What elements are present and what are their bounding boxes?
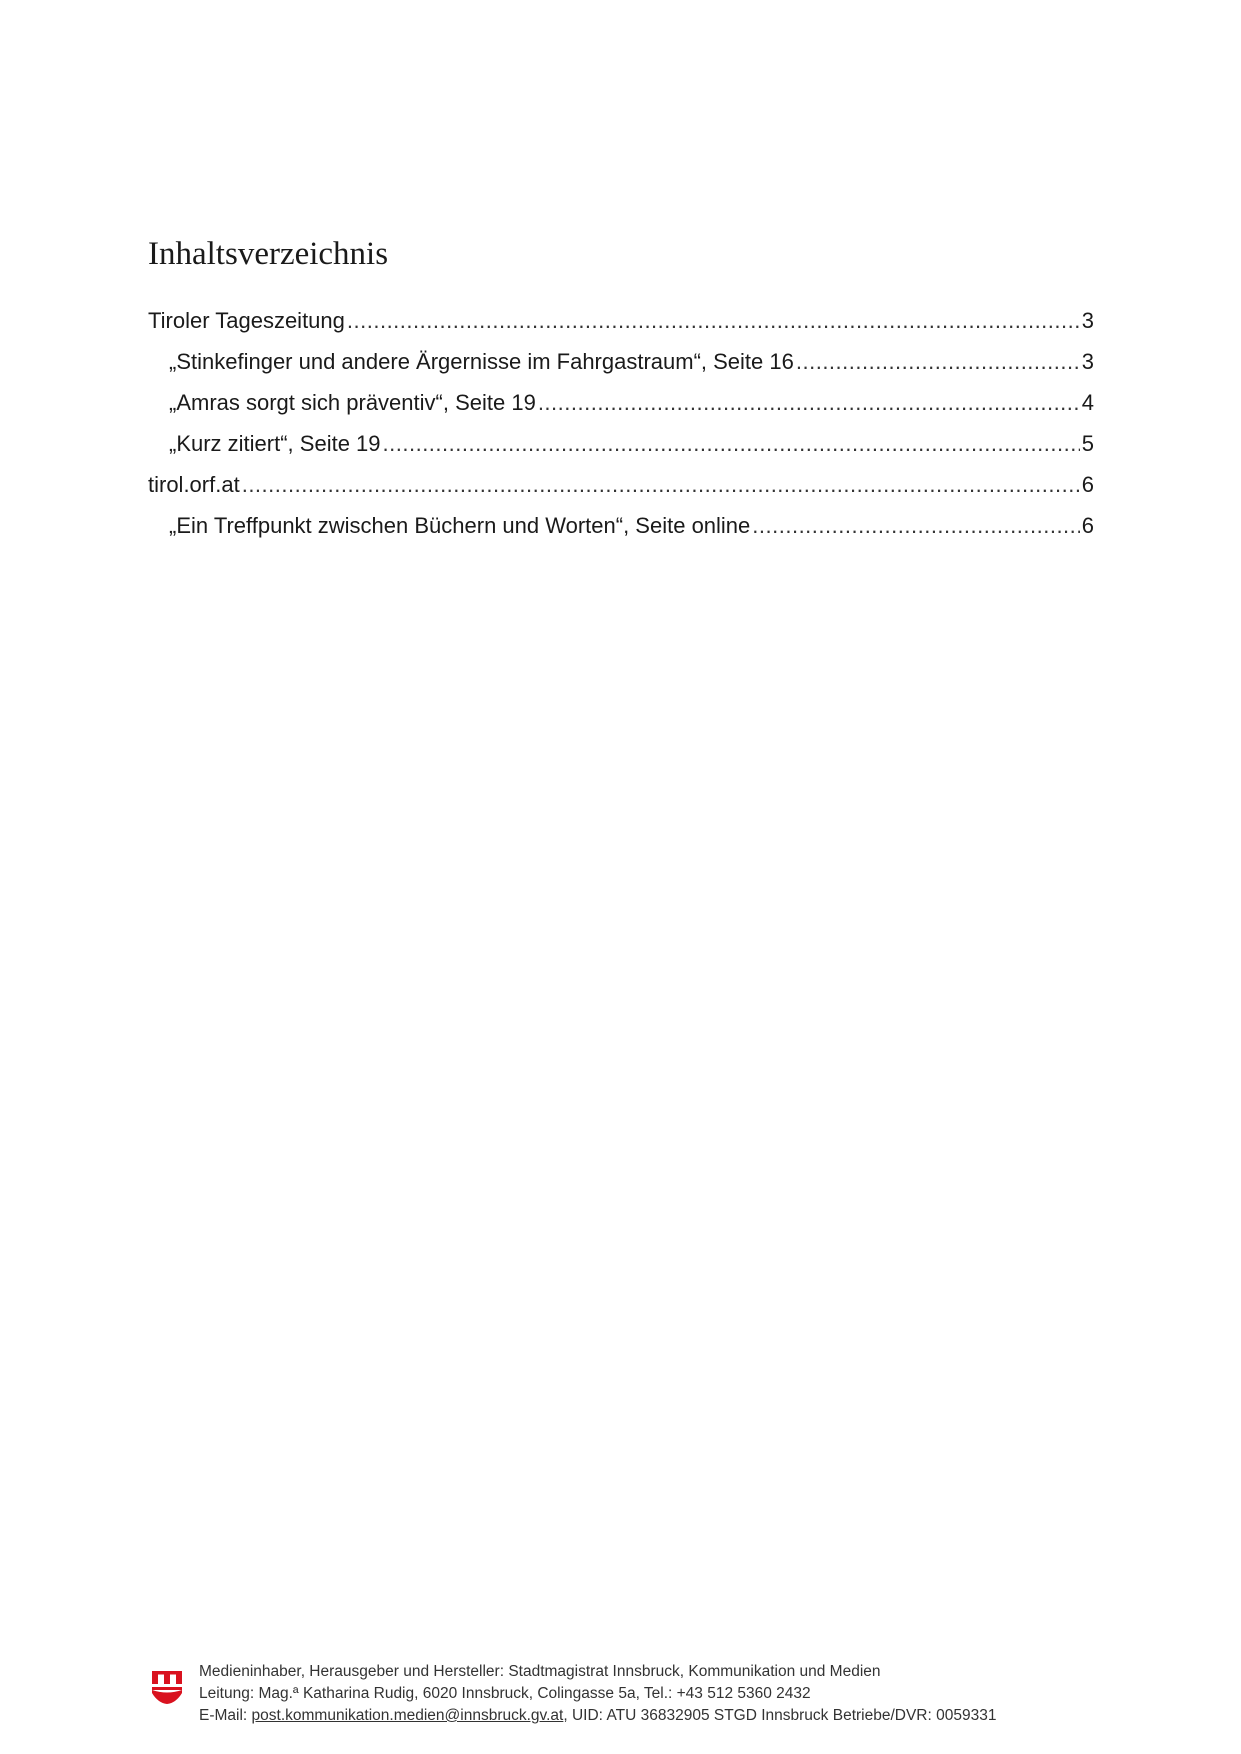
toc-entry-page: 3 bbox=[1081, 308, 1094, 333]
footer-line-contact bbox=[199, 1705, 996, 1727]
toc-list bbox=[148, 306, 1094, 552]
footer-contact-suffix: , UID: ATU 36832905 STGD Innsbruck Betriebe/DVR: 0059331 bbox=[563, 1707, 997, 1724]
toc-entry-page: 6 bbox=[1081, 472, 1094, 497]
toc-dot-leader bbox=[383, 429, 1080, 459]
toc-entry[interactable] bbox=[148, 470, 1094, 511]
toc-dot-leader bbox=[538, 388, 1080, 418]
toc-entry-page: 3 bbox=[1081, 349, 1094, 374]
toc-dot-leader bbox=[347, 306, 1080, 336]
toc-entry-title: „Kurz zitiert“, Seite 19 bbox=[169, 431, 381, 456]
toc-entry-title: „Stinkefinger und andere Ärgernisse im Fahrgastraum“, Seite 16 bbox=[169, 349, 794, 374]
footer-email-link[interactable]: post.kommunikation.medien@innsbruck.gv.at bbox=[251, 1707, 564, 1724]
toc-dot-leader bbox=[796, 347, 1080, 377]
toc-entry[interactable] bbox=[148, 429, 1094, 470]
toc-dot-leader bbox=[752, 511, 1079, 541]
footer-imprint bbox=[199, 1661, 996, 1727]
footer-line-management: Leitung: Mag.ª Katharina Rudig, 6020 Innsbruck, Colingasse 5a, Tel.: +43 512 5360 2432 bbox=[199, 1685, 811, 1702]
toc-entry-page: 4 bbox=[1081, 390, 1094, 415]
toc-entry-title: tirol.orf.at bbox=[148, 472, 240, 497]
toc-entry[interactable] bbox=[148, 388, 1094, 429]
footer-line-publisher: Medieninhaber, Herausgeber und Hersteller: Stadtmagistrat Innsbruck, Kommunikation und Medien bbox=[199, 1663, 881, 1680]
innsbruck-logo-icon bbox=[150, 1665, 184, 1705]
toc-entry[interactable] bbox=[148, 306, 1094, 347]
toc-entry-page: 5 bbox=[1081, 431, 1094, 456]
toc-heading: Inhaltsverzeichnis bbox=[148, 236, 389, 272]
footer-email-prefix: E-Mail: bbox=[199, 1707, 252, 1724]
toc-entry-title: „Amras sorgt sich präventiv“, Seite 19 bbox=[169, 390, 536, 415]
toc-entry[interactable] bbox=[148, 511, 1094, 552]
toc-entry-title: „Ein Treffpunkt zwischen Büchern und Worten“, Seite online bbox=[169, 513, 751, 538]
toc-entry[interactable] bbox=[148, 347, 1094, 388]
toc-dot-leader bbox=[242, 470, 1080, 500]
footer bbox=[150, 1661, 1090, 1731]
toc-entry-title: Tiroler Tageszeitung bbox=[148, 308, 345, 333]
toc-entry-page: 6 bbox=[1081, 513, 1094, 538]
